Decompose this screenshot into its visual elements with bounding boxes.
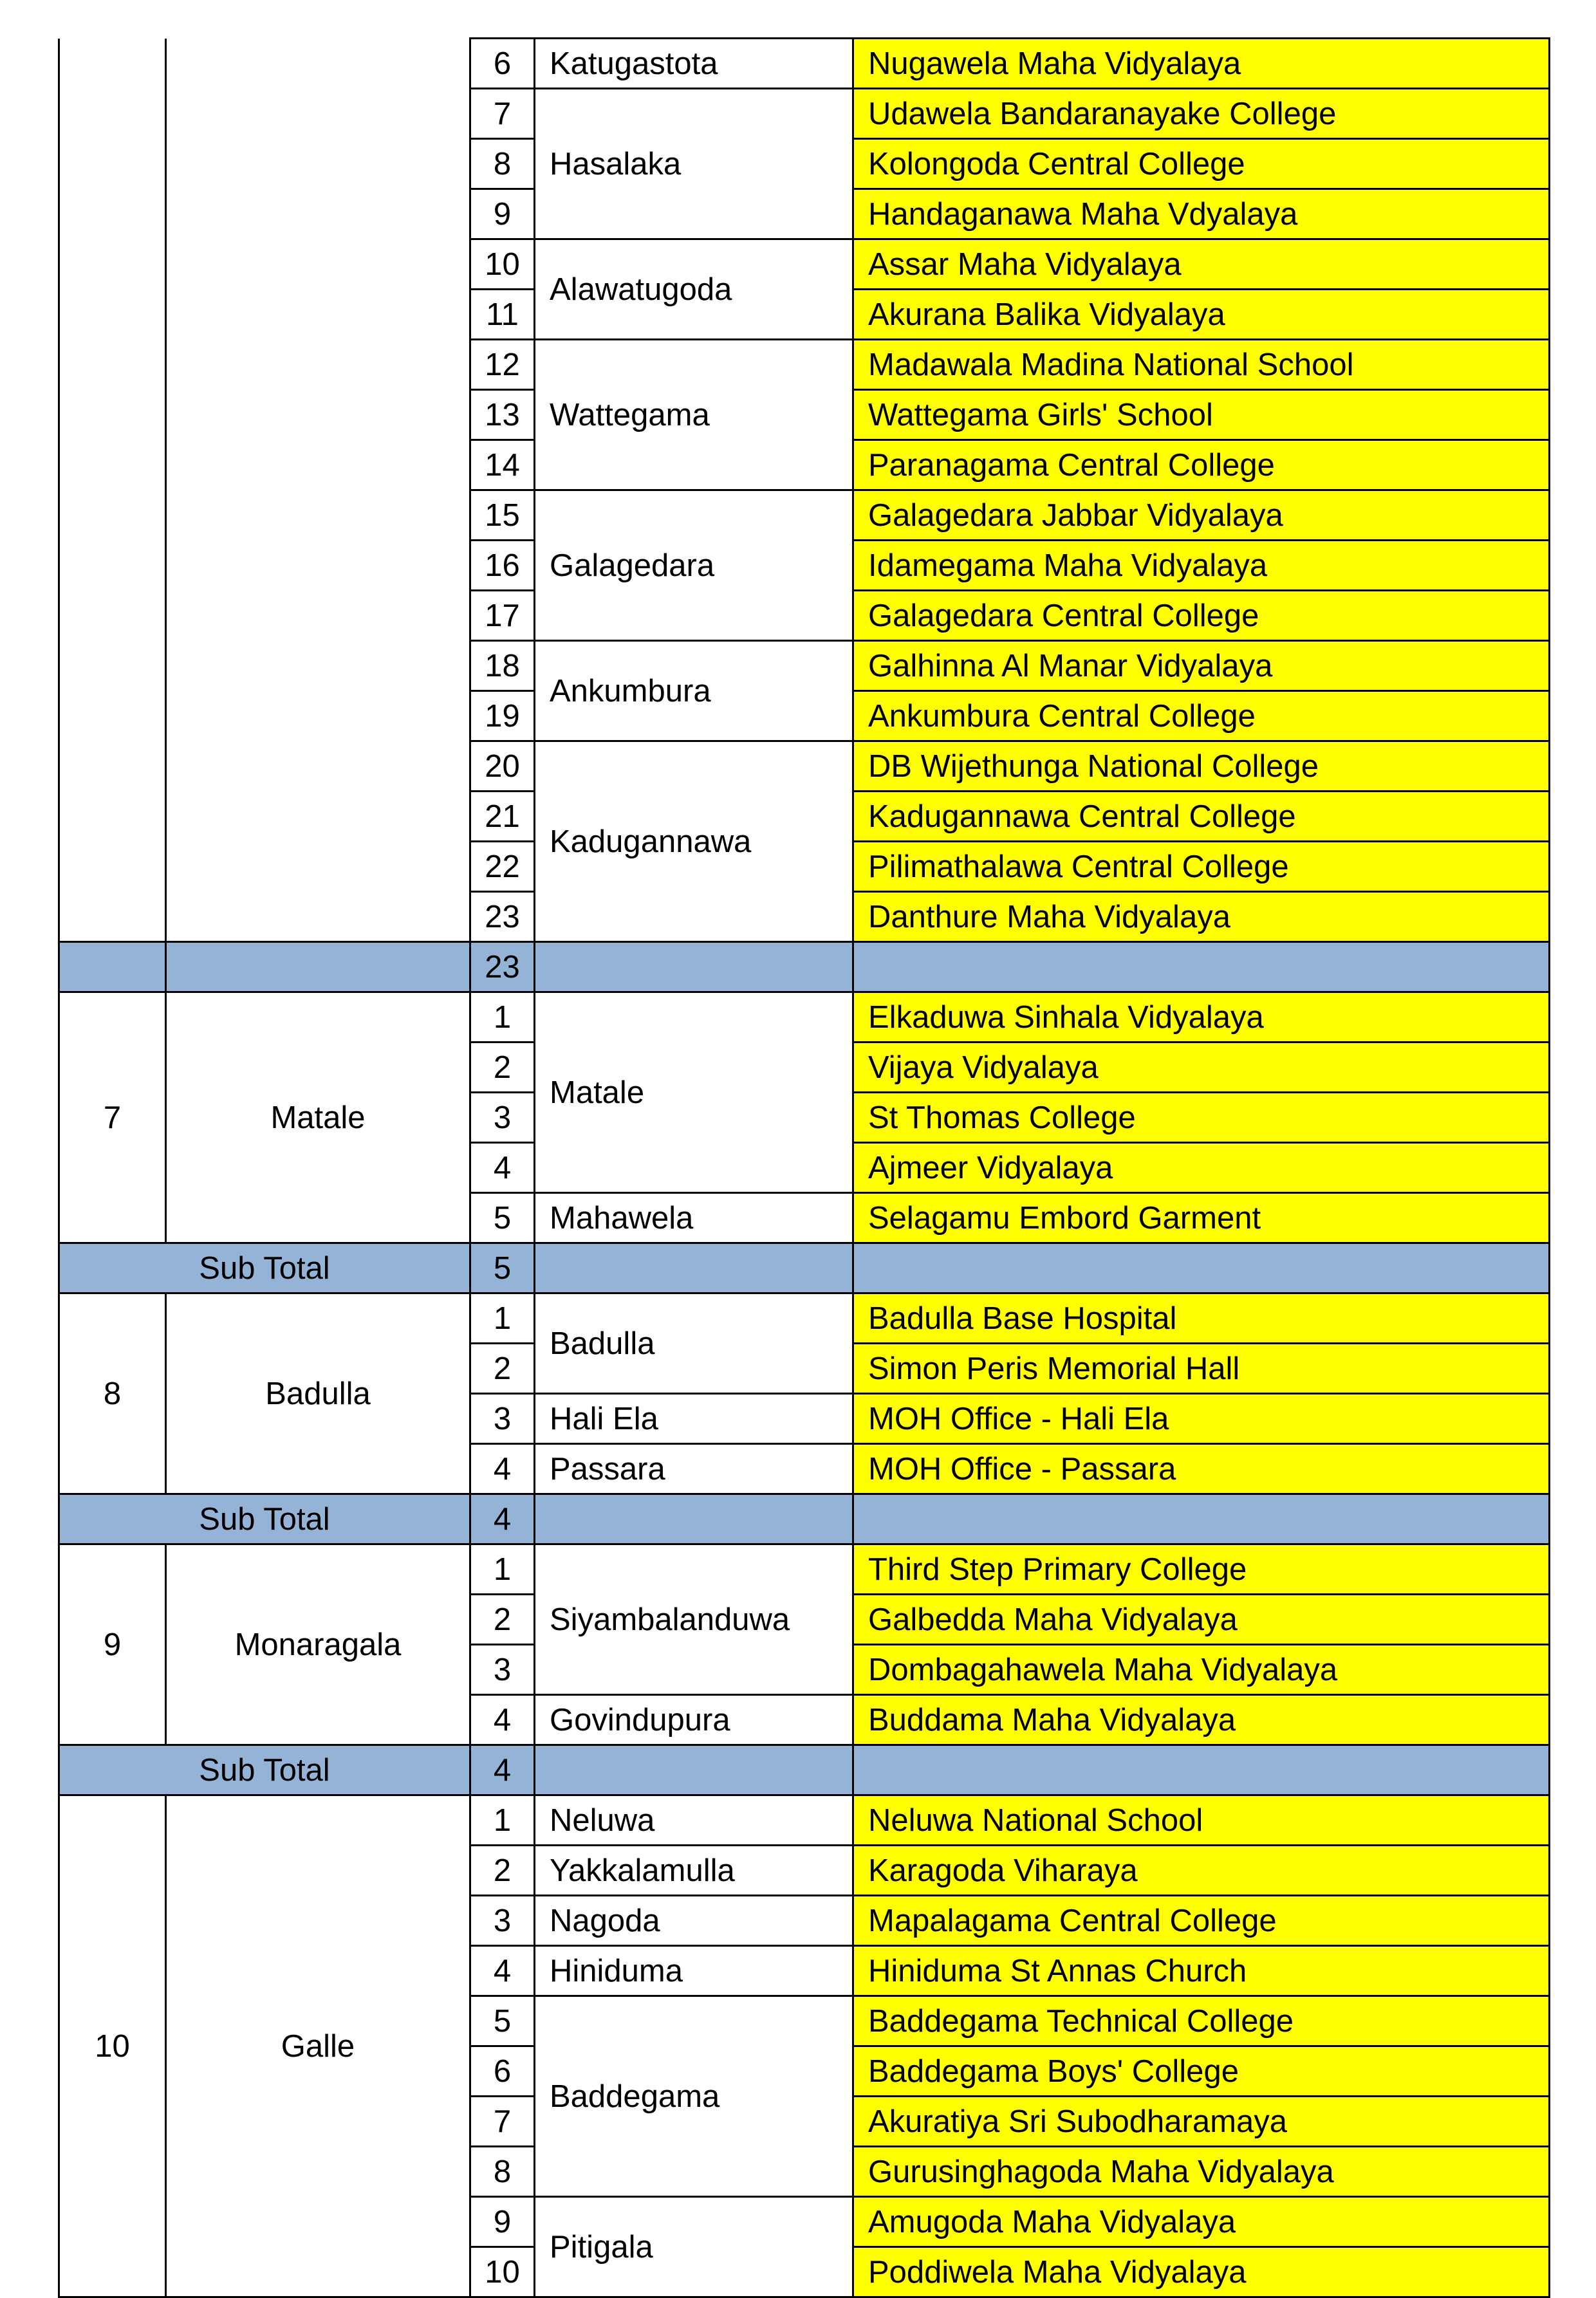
- district-name-cell: Monaragala: [166, 1544, 470, 1745]
- sub-total-label: Sub Total: [59, 1243, 470, 1293]
- center-number-cell: 9: [470, 189, 535, 239]
- district-name-cell: Badulla: [166, 1293, 470, 1494]
- table-row: [59, 1544, 1550, 1595]
- center-number-cell: 8: [470, 139, 535, 189]
- division-cell: Neluwa: [535, 1795, 853, 1846]
- center-number-cell: 2: [470, 1042, 535, 1093]
- school-name-cell: Baddegama Boys' College: [853, 2046, 1550, 2097]
- center-number-cell: 3: [470, 1645, 535, 1695]
- center-number-cell: 1: [470, 1795, 535, 1846]
- center-number-cell: 22: [470, 842, 535, 892]
- school-name-cell: Ajmeer Vidyalaya: [853, 1143, 1550, 1193]
- school-location-table: [58, 37, 1550, 2298]
- school-name-cell: Buddama Maha Vidyalaya: [853, 1695, 1550, 1745]
- school-name-cell: Paranagama Central College: [853, 440, 1550, 490]
- subtotal-row: [59, 942, 1550, 992]
- table-row: [59, 1795, 1550, 1846]
- district-number-cell: 10: [59, 1795, 166, 2297]
- center-number-cell: 14: [470, 440, 535, 490]
- school-name-cell: Dombagahawela Maha Vidyalaya: [853, 1645, 1550, 1695]
- division-cell: Alawatugoda: [535, 239, 853, 340]
- school-name-cell: Akurana Balika Vidyalaya: [853, 290, 1550, 340]
- school-name-cell: Madawala Madina National School: [853, 340, 1550, 390]
- center-number-cell: 12: [470, 340, 535, 390]
- subtotal-row: [59, 1745, 1550, 1795]
- school-name-cell: DB Wijethunga National College: [853, 741, 1550, 792]
- center-number-cell: 4: [470, 1143, 535, 1193]
- division-cell: Ankumbura: [535, 641, 853, 741]
- table-row: [59, 39, 1550, 89]
- district-number-cell: [59, 39, 166, 942]
- division-cell: Badulla: [535, 1293, 853, 1394]
- center-number-cell: 7: [470, 2097, 535, 2147]
- center-number-cell: 11: [470, 290, 535, 340]
- center-number-cell: 2: [470, 1846, 535, 1896]
- center-number-cell: 18: [470, 641, 535, 691]
- empty-cell: [853, 942, 1550, 992]
- school-name-cell: Vijaya Vidyalaya: [853, 1042, 1550, 1093]
- division-cell: Passara: [535, 1444, 853, 1494]
- empty-cell: [853, 1745, 1550, 1795]
- center-number-cell: 2: [470, 1595, 535, 1645]
- subtotal-row: [59, 1494, 1550, 1544]
- center-number-cell: 4: [470, 1745, 535, 1795]
- school-name-cell: Danthure Maha Vidyalaya: [853, 892, 1550, 942]
- sub-total-label: Sub Total: [59, 1745, 470, 1795]
- center-number-cell: 3: [470, 1093, 535, 1143]
- division-cell: Hali Ela: [535, 1394, 853, 1444]
- school-name-cell: Pilimathalawa Central College: [853, 842, 1550, 892]
- division-cell: Govindupura: [535, 1695, 853, 1745]
- school-name-cell: Badulla Base Hospital: [853, 1293, 1550, 1344]
- school-name-cell: Baddegama Technical College: [853, 1996, 1550, 2046]
- center-number-cell: 13: [470, 390, 535, 440]
- school-name-cell: Idamegama Maha Vidyalaya: [853, 541, 1550, 591]
- center-number-cell: 6: [470, 39, 535, 89]
- school-name-cell: MOH Office - Hali Ela: [853, 1394, 1550, 1444]
- school-name-cell: Kolongoda Central College: [853, 139, 1550, 189]
- center-number-cell: 8: [470, 2147, 535, 2197]
- division-cell: Kadugannawa: [535, 741, 853, 942]
- center-number-cell: 4: [470, 1494, 535, 1544]
- division-cell: Siyambalanduwa: [535, 1544, 853, 1695]
- center-number-cell: 1: [470, 1544, 535, 1595]
- center-number-cell: 5: [470, 1193, 535, 1243]
- district-number-cell: 9: [59, 1544, 166, 1745]
- empty-cell: [853, 1243, 1550, 1293]
- center-number-cell: 10: [470, 239, 535, 290]
- school-name-cell: Simon Peris Memorial Hall: [853, 1344, 1550, 1394]
- school-name-cell: Handaganawa Maha Vdyalaya: [853, 189, 1550, 239]
- empty-cell: [853, 1494, 1550, 1544]
- center-number-cell: 23: [470, 892, 535, 942]
- center-number-cell: 7: [470, 89, 535, 139]
- center-number-cell: 6: [470, 2046, 535, 2097]
- district-name-cell: Galle: [166, 1795, 470, 2297]
- division-cell: [535, 1494, 853, 1544]
- division-cell: Hasalaka: [535, 89, 853, 239]
- division-cell: Mahawela: [535, 1193, 853, 1243]
- district-name-cell: [166, 39, 470, 942]
- school-name-cell: Kadugannawa Central College: [853, 792, 1550, 842]
- division-cell: Yakkalamulla: [535, 1846, 853, 1896]
- division-cell: Galagedara: [535, 490, 853, 641]
- school-name-cell: Hiniduma St Annas Church: [853, 1946, 1550, 1996]
- center-number-cell: 9: [470, 2197, 535, 2247]
- center-number-cell: 23: [470, 942, 535, 992]
- school-name-cell: Elkaduwa Sinhala Vidyalaya: [853, 992, 1550, 1042]
- school-name-cell: Karagoda Viharaya: [853, 1846, 1550, 1896]
- school-name-cell: Ankumbura Central College: [853, 691, 1550, 741]
- school-name-cell: Selagamu Embord Garment: [853, 1193, 1550, 1243]
- center-number-cell: 2: [470, 1344, 535, 1394]
- district-number-cell: 7: [59, 992, 166, 1243]
- center-number-cell: 5: [470, 1996, 535, 2046]
- school-name-cell: Galagedara Jabbar Vidyalaya: [853, 490, 1550, 541]
- school-name-cell: MOH Office - Passara: [853, 1444, 1550, 1494]
- center-number-cell: 21: [470, 792, 535, 842]
- center-number-cell: 20: [470, 741, 535, 792]
- school-name-cell: Galbedda Maha Vidyalaya: [853, 1595, 1550, 1645]
- center-number-cell: 17: [470, 591, 535, 641]
- school-name-cell: Third Step Primary College: [853, 1544, 1550, 1595]
- district-number-cell: 8: [59, 1293, 166, 1494]
- school-name-cell: St Thomas College: [853, 1093, 1550, 1143]
- district-number-cell: [59, 942, 166, 992]
- district-name-cell: Matale: [166, 992, 470, 1243]
- division-cell: Hiniduma: [535, 1946, 853, 1996]
- school-name-cell: Gurusinghagoda Maha Vidyalaya: [853, 2147, 1550, 2197]
- school-name-cell: Assar Maha Vidyalaya: [853, 239, 1550, 290]
- school-name-cell: Nugawela Maha Vidyalaya: [853, 39, 1550, 89]
- division-cell: Pitigala: [535, 2197, 853, 2297]
- center-number-cell: 5: [470, 1243, 535, 1293]
- center-number-cell: 10: [470, 2247, 535, 2297]
- school-name-cell: Udawela Bandaranayake College: [853, 89, 1550, 139]
- table-body: [59, 39, 1550, 2297]
- center-number-cell: 19: [470, 691, 535, 741]
- center-number-cell: 1: [470, 1293, 535, 1344]
- school-name-cell: Wattegama Girls' School: [853, 390, 1550, 440]
- center-number-cell: 4: [470, 1444, 535, 1494]
- subtotal-row: [59, 1243, 1550, 1293]
- school-name-cell: Akuratiya Sri Subodharamaya: [853, 2097, 1550, 2147]
- division-cell: Matale: [535, 992, 853, 1193]
- center-number-cell: 15: [470, 490, 535, 541]
- division-cell: Katugastota: [535, 39, 853, 89]
- center-number-cell: 3: [470, 1896, 535, 1946]
- sub-total-label: [166, 942, 470, 992]
- division-cell: [535, 1745, 853, 1795]
- school-name-cell: Mapalagama Central College: [853, 1896, 1550, 1946]
- table-row: [59, 1293, 1550, 1344]
- division-cell: [535, 942, 853, 992]
- table-row: [59, 992, 1550, 1042]
- school-name-cell: Poddiwela Maha Vidyalaya: [853, 2247, 1550, 2297]
- school-name-cell: Galhinna Al Manar Vidyalaya: [853, 641, 1550, 691]
- center-number-cell: 4: [470, 1695, 535, 1745]
- school-name-cell: Neluwa National School: [853, 1795, 1550, 1846]
- sub-total-label: Sub Total: [59, 1494, 470, 1544]
- center-number-cell: 16: [470, 541, 535, 591]
- school-name-cell: Galagedara Central College: [853, 591, 1550, 641]
- school-name-cell: Amugoda Maha Vidyalaya: [853, 2197, 1550, 2247]
- center-number-cell: 1: [470, 992, 535, 1042]
- division-cell: Nagoda: [535, 1896, 853, 1946]
- center-number-cell: 3: [470, 1394, 535, 1444]
- division-cell: [535, 1243, 853, 1293]
- division-cell: Baddegama: [535, 1996, 853, 2197]
- division-cell: Wattegama: [535, 340, 853, 490]
- center-number-cell: 4: [470, 1946, 535, 1996]
